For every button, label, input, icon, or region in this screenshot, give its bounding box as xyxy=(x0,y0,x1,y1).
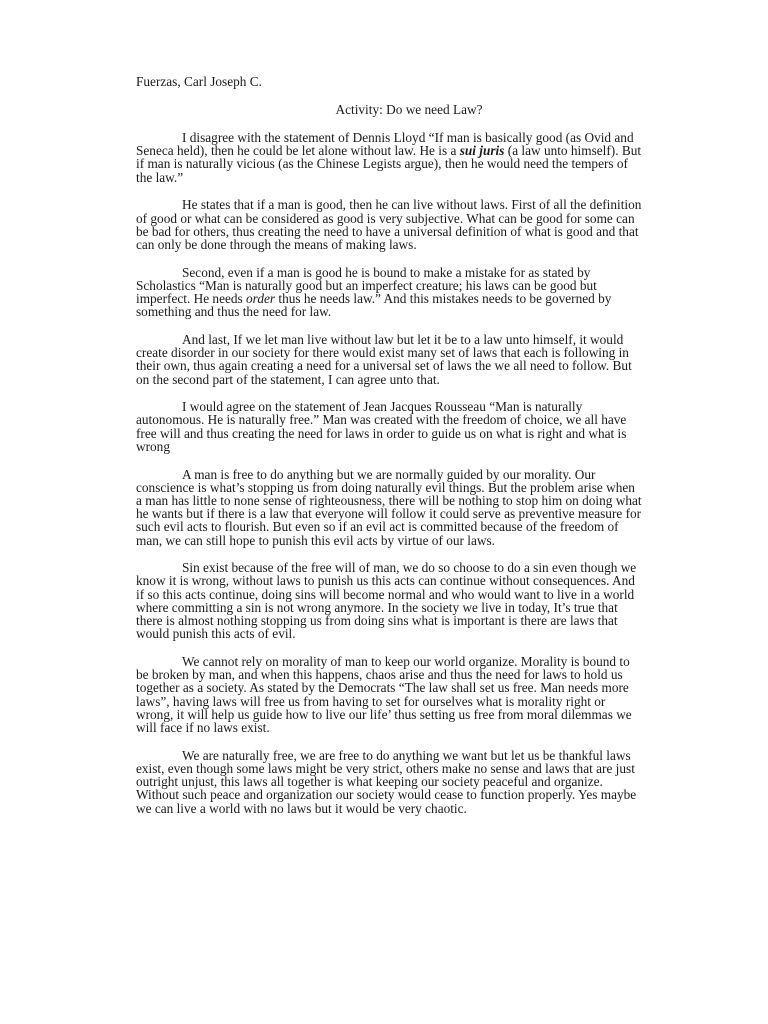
document-title: Activity: Do we need Law? xyxy=(335,102,483,117)
paragraph-7: Sin exist because of the free will of man, we do so choose to do a sin even though we know it is wrong, without laws to punish us this acts can continue without consequences. And if so this acts continue, doing sins will become normal and who would want to live in a world where committing a sin is not wrong anymore. In the society we live in today, It’s true that there is almost nothing stopping us from doing sins what is important is there are laws that would punish this acts of evil. xyxy=(136,560,637,642)
paragraph-9: We are naturally free, we are free to do anything we want but let us be thankful laws exist, even though some laws might be very strict, others make no sense and laws that are just outright unjust, this laws all together is what keeping our society peaceful and organize. Without such peace and organization our society would cease to function properly. Yes maybe we can live a world with no laws but it would be very chaotic. xyxy=(136,747,637,816)
author-name: Fuerzas, Carl Joseph C. xyxy=(136,74,262,89)
paragraph-3 xyxy=(136,266,644,319)
paragraph-4: And last, If we let man live without law but let it be to a law unto himself, it would create disorder in our society for there would exist many set of laws that each is following in their own, thus again creating a need for a universal set of laws the we all need to follow. But on the second part of the statement, I can agree unto that. xyxy=(136,331,632,387)
paragraph-5: I would agree on the statement of Jean Jacques Rousseau “Man is naturally autonomous. He is naturally free.” Man was created with the freedom of choice, we all have free will and thus creating the need for laws in order to guide us on what is right and what is wrong xyxy=(136,399,627,454)
sui-juris-term: sui juris xyxy=(459,143,505,159)
order-term: order xyxy=(246,291,276,307)
paragraph-1 xyxy=(136,131,644,184)
paragraph-2: He states that if a man is good, then he can live without laws. First of all the definition of good or what can be considered as good is very subjective. What can be good for some can be bad for others, thus creating the need to have a universal definition of what is good and that can only be done through the means of making laws. xyxy=(136,197,642,252)
paragraph-6: A man is free to do anything but we are normally guided by our morality. Our conscience is what’s stopping us from doing naturally evil things. But the problem arise when a man has little to none sense of righteousness, there will be nothing to stop him on doing what he wants but if there is a law that everyone will follow it could serve as preventive measure for such evil acts to flourish. But even so if an evil act is committed because of the freedom of man, we can still hope to punish this evil acts by virtue of our laws. xyxy=(136,466,642,548)
paragraph-3-text-a: Second, even if a man is good he is bound to make a mistake for as stated by Scholastics “Man is naturally good but an imperfect creature; his laws can be good but imperfect. He needs xyxy=(136,264,597,307)
paragraph-1-text-b: (a law unto himself). But if man is naturally vicious (as the Chinese Legists argue), then he would need the tempers of the law.” xyxy=(136,143,642,185)
paragraph-8: We cannot rely on morality of man to keep our world organize. Morality is bound to be broken by man, and when this happens, chaos arise and thus the need for laws to hold us together as a society. As stated by the Democrats “The law shall set us free. Man needs more laws”, having laws will free us from having to set for ourselves what is morality right or wrong, it will help us guide how to live our life’ thus setting us free from moral dilemmas we will face if no laws exist. xyxy=(136,654,632,736)
paragraph-3-text-b: thus he needs law.” And this mistakes needs to be governed by something and thus the need for law. xyxy=(136,291,612,320)
essay-body xyxy=(136,131,644,829)
paragraph-1-text-a: I disagree with the statement of Dennis Lloyd “If man is basically good (as Ovid and Seneca held), then he could be let alone without law. He is a xyxy=(136,130,634,159)
